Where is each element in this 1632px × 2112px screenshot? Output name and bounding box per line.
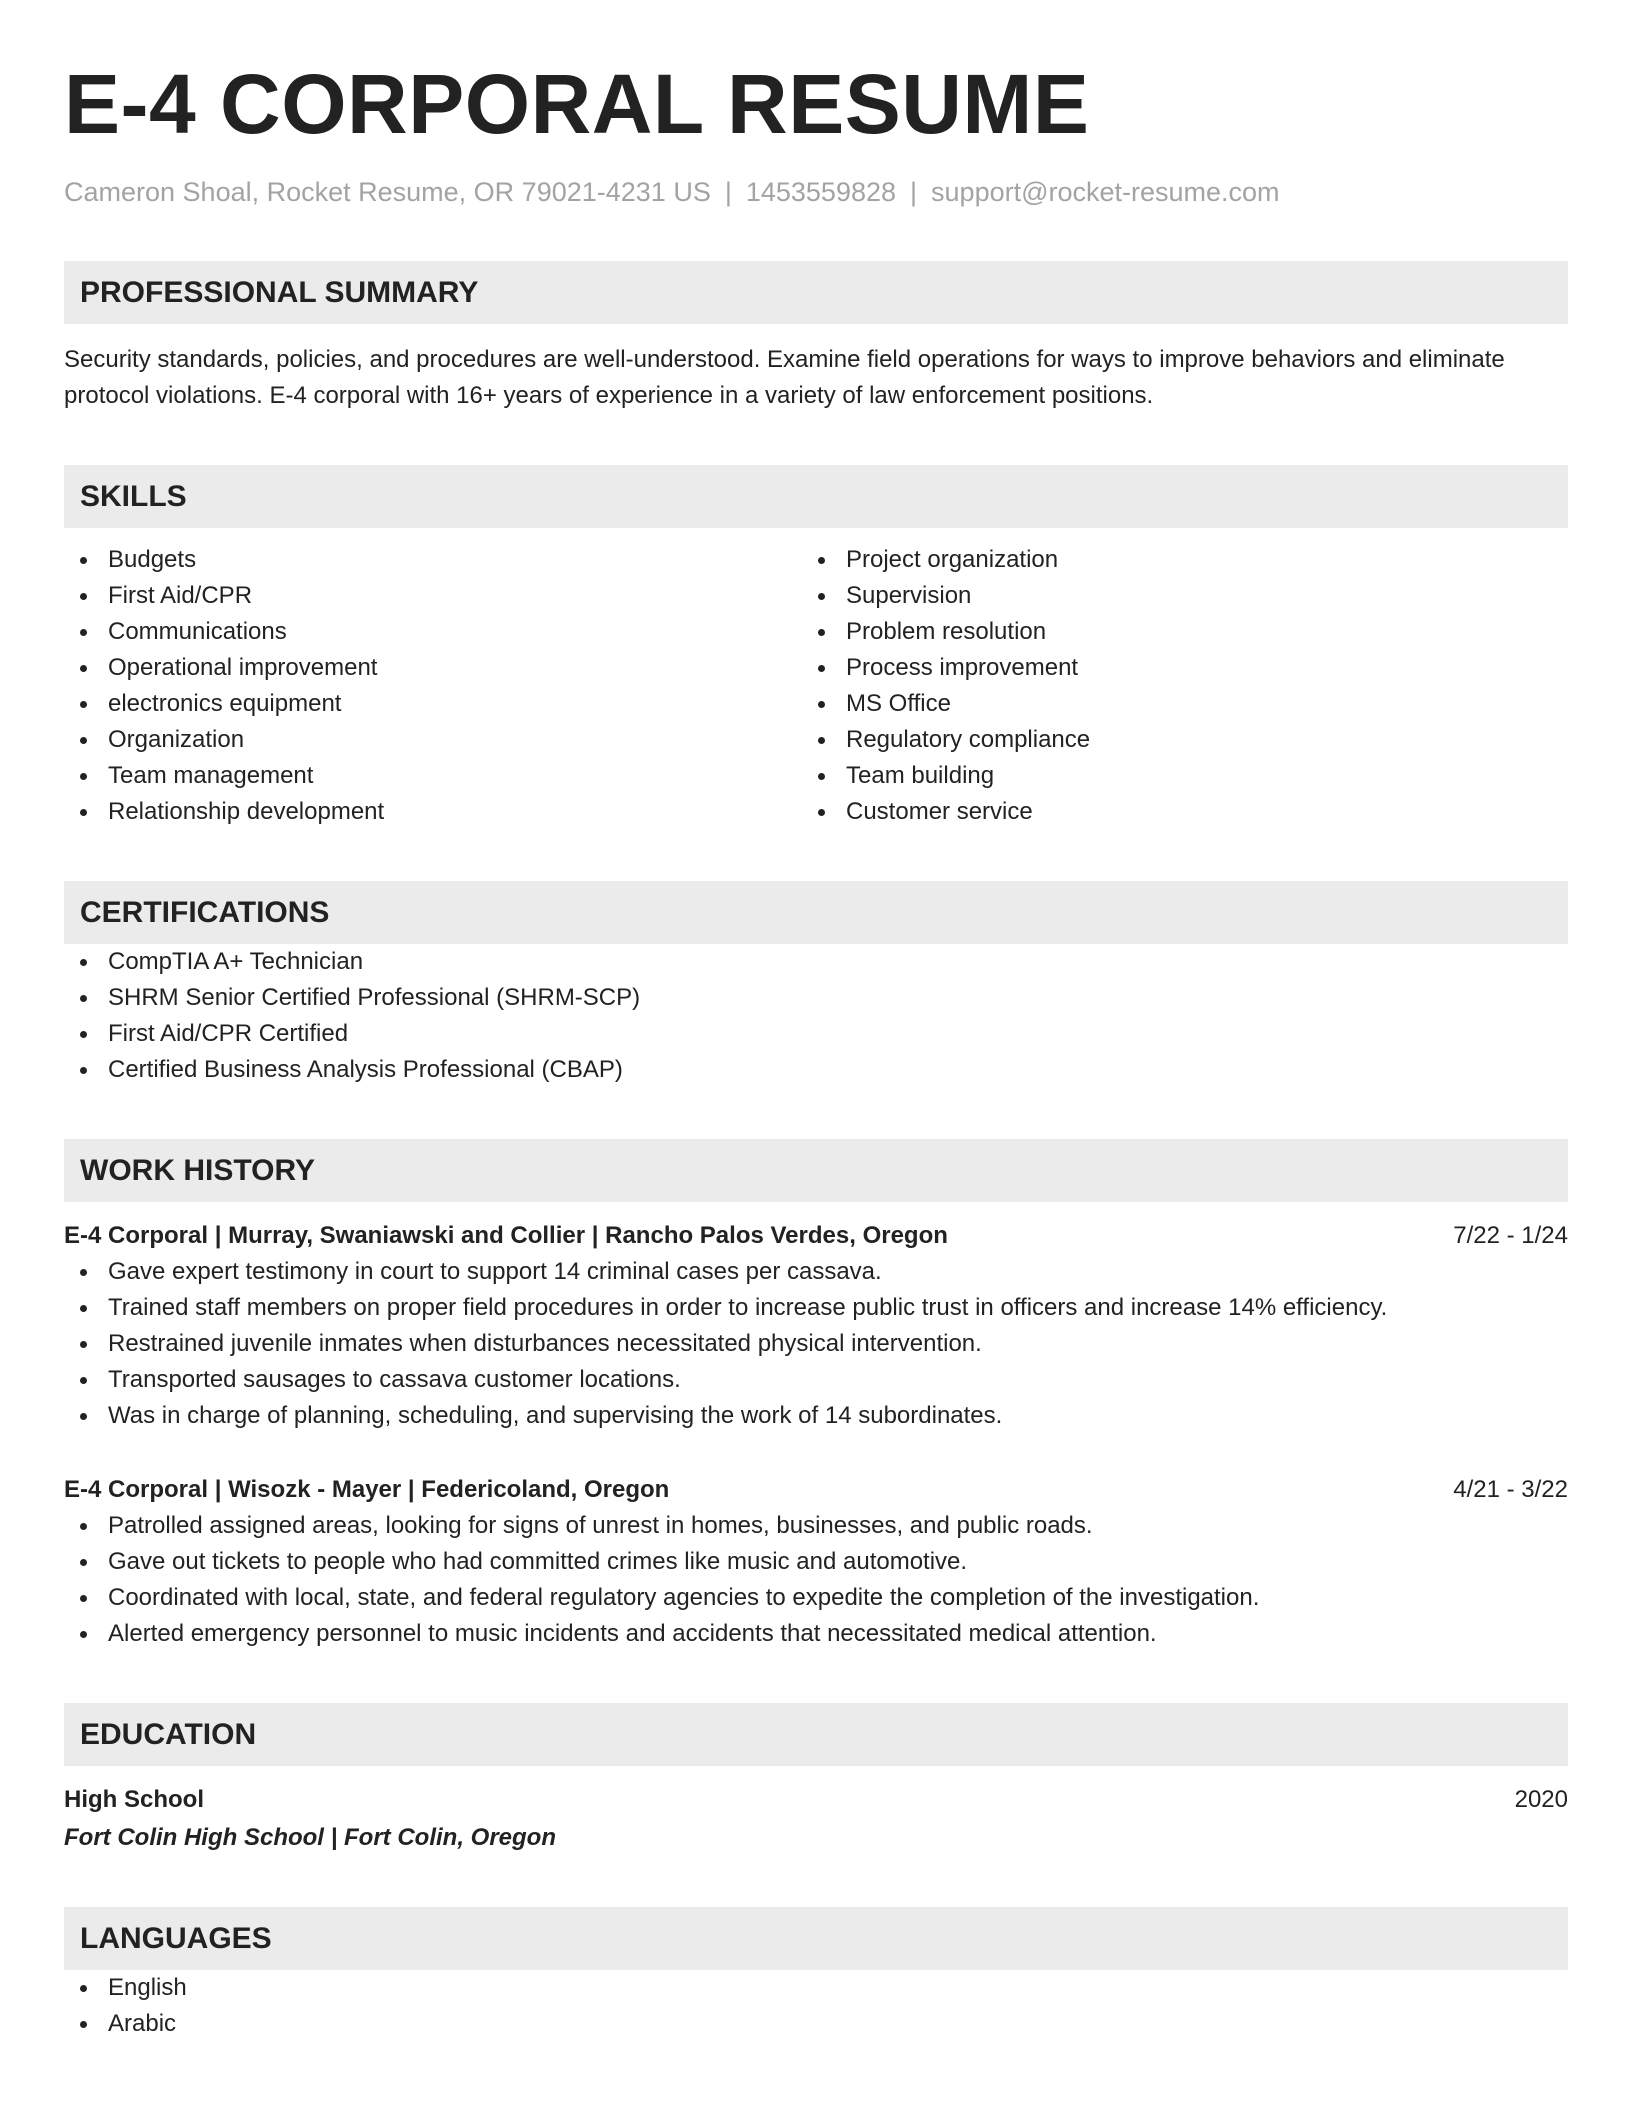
work-section-header: WORK HISTORY (64, 1139, 1568, 1202)
job-bullet: Transported sausages to cassava customer locations. (64, 1362, 1568, 1398)
skill-item: Team building (802, 758, 1540, 794)
skill-item: electronics equipment (64, 686, 802, 722)
contact-email: support@rocket-resume.com (931, 177, 1280, 207)
education-section-header: EDUCATION (64, 1703, 1568, 1766)
job-bullets (64, 1254, 1568, 1434)
skill-item: Team management (64, 758, 802, 794)
skill-item: Project organization (802, 542, 1540, 578)
languages-list (64, 1970, 1568, 2042)
job-entry (64, 1218, 1568, 1434)
contact-line (64, 174, 1568, 210)
skill-item: Organization (64, 722, 802, 758)
language-item: English (64, 1970, 1568, 2006)
certification-item: SHRM Senior Certified Professional (SHRM-SCP) (64, 980, 1568, 1016)
job-bullet: Restrained juvenile inmates when disturbances necessitated physical intervention. (64, 1326, 1568, 1362)
job-header (64, 1218, 1568, 1254)
certification-item: First Aid/CPR Certified (64, 1016, 1568, 1052)
skill-item: Operational improvement (64, 650, 802, 686)
contact-separator: | (724, 177, 732, 207)
skill-item: MS Office (802, 686, 1540, 722)
skill-item: Communications (64, 614, 802, 650)
job-dates: 7/22 - 1/24 (1453, 1222, 1568, 1249)
job-bullet: Patrolled assigned areas, looking for signs of unrest in homes, businesses, and public roads. (64, 1508, 1568, 1544)
skill-item: First Aid/CPR (64, 578, 802, 614)
contact-address: Cameron Shoal, Rocket Resume, OR 79021-4231 US (64, 177, 711, 207)
languages-section-header: LANGUAGES (64, 1907, 1568, 1970)
contact-phone: 1453559828 (745, 177, 897, 207)
contact-separator: | (910, 177, 918, 207)
summary-section-header: PROFESSIONAL SUMMARY (64, 261, 1568, 324)
skills-right-column (802, 542, 1540, 830)
job-title: E-4 Corporal | Wisozk - Mayer | Federicoland, Oregon (64, 1476, 670, 1503)
resume-title: E-4 CORPORAL RESUME (64, 57, 1090, 151)
language-item: Arabic (64, 2006, 1568, 2042)
certifications-list (64, 944, 1568, 1088)
skill-item: Regulatory compliance (802, 722, 1540, 758)
skill-item: Process improvement (802, 650, 1540, 686)
job-dates: 4/21 - 3/22 (1453, 1476, 1568, 1503)
skill-item: Problem resolution (802, 614, 1540, 650)
job-bullet: Was in charge of planning, scheduling, and supervising the work of 14 subordinates. (64, 1398, 1568, 1434)
education-degree: High School (64, 1786, 204, 1813)
skill-item: Relationship development (64, 794, 802, 830)
job-bullet: Gave out tickets to people who had committed crimes like music and automotive. (64, 1544, 1568, 1580)
certification-item: CompTIA A+ Technician (64, 944, 1568, 980)
education-school: Fort Colin High School | Fort Colin, Oregon (64, 1824, 556, 1851)
skills-grid (64, 542, 1568, 830)
education-header (64, 1782, 1568, 1818)
certification-item: Certified Business Analysis Professional (CBAP) (64, 1052, 1568, 1088)
job-bullet: Gave expert testimony in court to support 14 criminal cases per cassava. (64, 1254, 1568, 1290)
skill-item: Supervision (802, 578, 1540, 614)
certifications-section-header: CERTIFICATIONS (64, 881, 1568, 944)
job-bullet: Alerted emergency personnel to music incidents and accidents that necessitated medical attention. (64, 1616, 1568, 1652)
skill-item: Budgets (64, 542, 802, 578)
job-bullet: Trained staff members on proper field procedures in order to increase public trust in officers and increase 14% efficiency. (64, 1290, 1568, 1326)
skills-section-header: SKILLS (64, 465, 1568, 528)
skill-item: Customer service (802, 794, 1540, 830)
education-year: 2020 (1514, 1786, 1568, 1813)
job-entry (64, 1472, 1568, 1652)
summary-text: Security standards, policies, and procedures are well-understood. Examine field operations for ways to improve behaviors and eliminate protocol violations. E-4 corporal with 16+ years of experience in a variety of law enforcement positions. (64, 346, 1505, 409)
skills-left-column (64, 542, 802, 830)
job-title: E-4 Corporal | Murray, Swaniawski and Collier | Rancho Palos Verdes, Oregon (64, 1222, 948, 1249)
job-bullets (64, 1508, 1568, 1652)
job-header (64, 1472, 1568, 1508)
job-bullet: Coordinated with local, state, and federal regulatory agencies to expedite the completion of the investigation. (64, 1580, 1568, 1616)
